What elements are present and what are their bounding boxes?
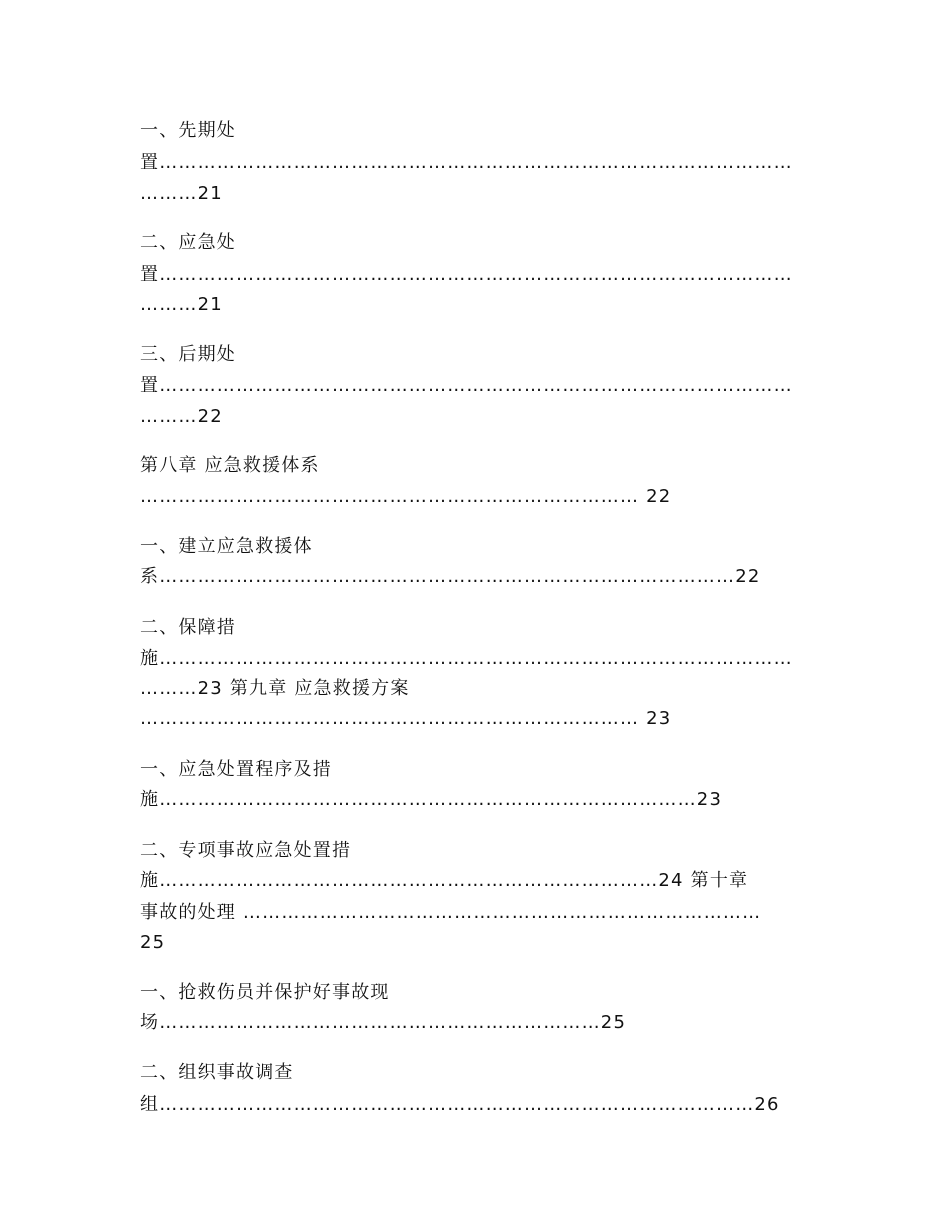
toc-entry-heading: 二、专项事故应急处置措 (140, 840, 352, 861)
toc-entry-heading: 三、后期处 (140, 344, 236, 365)
toc-entry-leader: …………………………………………………………………… 22 (140, 486, 672, 507)
toc-entry-leader: 置……………………………………………………………………………………… (140, 375, 793, 396)
toc-entry-heading: 一、应急处置程序及措 (140, 759, 332, 780)
toc-chapter-heading: 事故的处理 ……………………………………………………………………… (140, 902, 762, 923)
toc-entry-heading: 二、保障措 (140, 617, 236, 638)
toc-entry-leader: …………………………………………………………………… 23 (140, 708, 672, 729)
toc-entry-heading: 一、先期处 (140, 120, 236, 141)
toc-entry-heading: 一、建立应急救援体 (140, 536, 313, 557)
toc-entry-page: ………23 第九章 应急救援方案 (140, 678, 410, 699)
toc-entry-page: ………21 (140, 183, 223, 204)
toc-entry-leader: 系………………………………………………………………………………22 (140, 566, 761, 587)
toc-entry-leader: 场……………………………………………………………25 (140, 1012, 627, 1033)
toc-entry-leader: 置……………………………………………………………………………………… (140, 152, 793, 173)
toc-entry-page: ………21 (140, 294, 223, 315)
toc-entry-heading: 二、应急处 (140, 232, 236, 253)
toc-entry-leader: 施……………………………………………………………………24 第十章 (140, 870, 749, 891)
toc-chapter-heading: 第八章 应急救援体系 (140, 455, 320, 476)
toc-entry-leader: 施……………………………………………………………………………………… (140, 648, 793, 669)
toc-entry-leader: 置……………………………………………………………………………………… (140, 264, 793, 285)
toc-entry-page: 25 (140, 932, 166, 953)
toc-entry-leader: 施…………………………………………………………………………23 (140, 789, 723, 810)
toc-entry-heading: 一、抢救伤员并保护好事故现 (140, 982, 390, 1003)
toc-entry-heading: 二、组织事故调查 (140, 1062, 294, 1083)
toc-entry-page: ………22 (140, 406, 223, 427)
toc-entry-leader: 组…………………………………………………………………………………26 (140, 1094, 780, 1115)
